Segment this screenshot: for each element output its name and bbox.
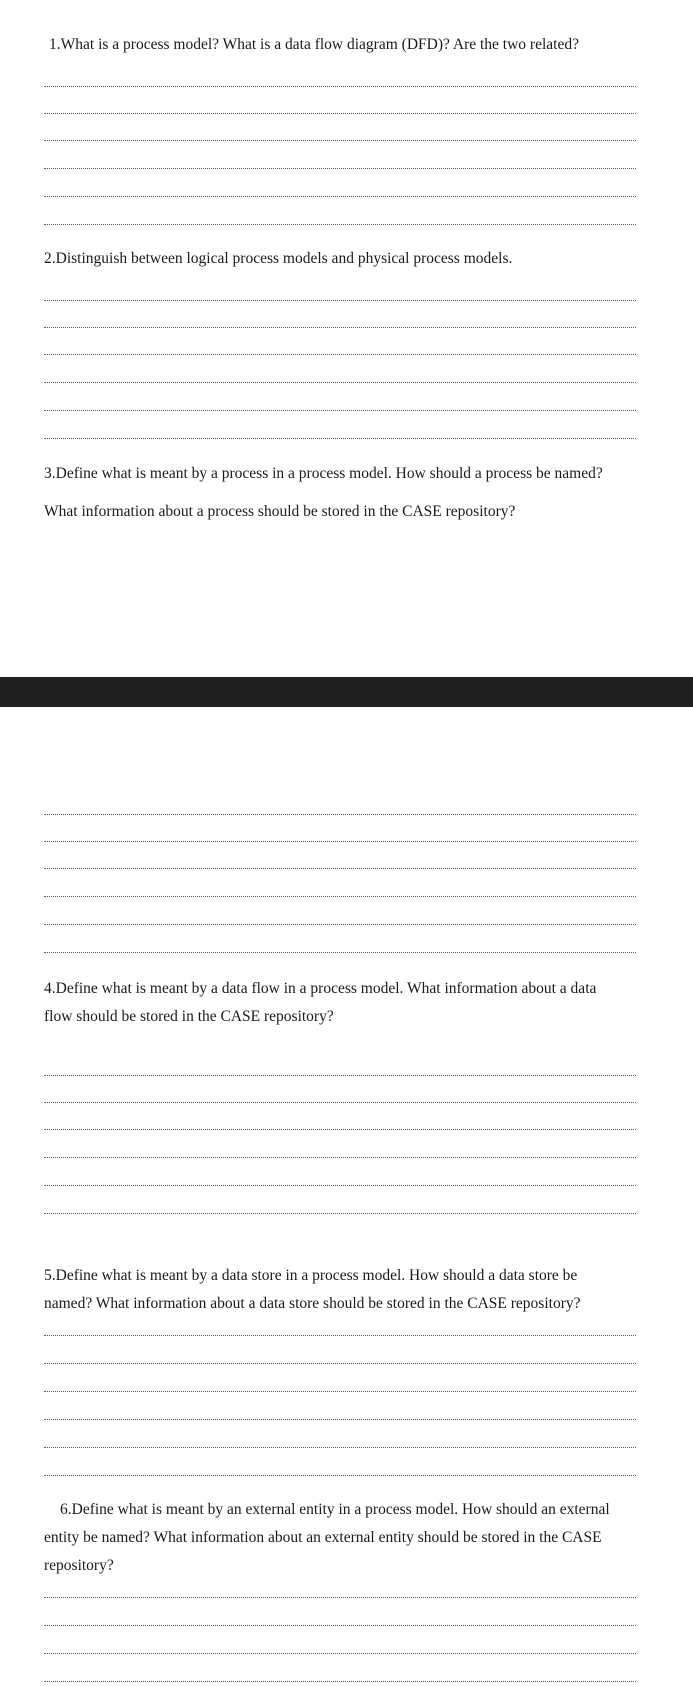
answer-line[interactable]: [44, 1419, 636, 1420]
question-2: 2.Distinguish between logical process models and physical process models.: [44, 250, 513, 267]
answer-line[interactable]: [44, 1075, 636, 1076]
answer-line[interactable]: [44, 1475, 636, 1476]
question-3-line-2: What information about a process should be stored in the CASE repository?: [44, 503, 516, 520]
answer-line[interactable]: [44, 168, 636, 169]
answer-line[interactable]: [44, 1625, 636, 1626]
answer-line[interactable]: [44, 1391, 636, 1392]
answer-line[interactable]: [44, 924, 636, 925]
answer-line[interactable]: [44, 1597, 636, 1598]
answer-line[interactable]: [44, 354, 636, 355]
question-4-line-2: flow should be stored in the CASE repository?: [44, 1008, 334, 1025]
answer-line[interactable]: [44, 382, 636, 383]
answer-line[interactable]: [44, 1363, 636, 1364]
answer-line[interactable]: [44, 814, 636, 815]
answer-line[interactable]: [44, 410, 636, 411]
answer-line[interactable]: [44, 224, 636, 225]
question-6-line-1: 6.Define what is meant by an external entity in a process model. How should an external: [60, 1501, 610, 1518]
answer-line[interactable]: [44, 952, 636, 953]
answer-line[interactable]: [44, 841, 636, 842]
answer-line[interactable]: [44, 140, 636, 141]
answer-line[interactable]: [44, 438, 636, 439]
answer-line[interactable]: [44, 1185, 636, 1186]
answer-line[interactable]: [44, 1653, 636, 1654]
answer-line[interactable]: [44, 300, 636, 301]
answer-line[interactable]: [44, 896, 636, 897]
answer-line[interactable]: [44, 327, 636, 328]
answer-line[interactable]: [44, 868, 636, 869]
page-break-band: [0, 677, 693, 707]
question-6-line-3: repository?: [44, 1557, 114, 1574]
answer-line[interactable]: [44, 1213, 636, 1214]
question-5-line-2: named? What information about a data store should be stored in the CASE repository?: [44, 1295, 581, 1312]
answer-line[interactable]: [44, 1681, 636, 1682]
question-5-line-1: 5.Define what is meant by a data store in a process model. How should a data store be: [44, 1267, 578, 1284]
answer-line[interactable]: [44, 113, 636, 114]
question-6-line-2: entity be named? What information about an external entity should be stored in the CASE: [44, 1529, 602, 1546]
answer-line[interactable]: [44, 1335, 636, 1336]
question-4-line-1: 4.Define what is meant by a data flow in a process model. What information about a data: [44, 980, 597, 997]
answer-line[interactable]: [44, 1129, 636, 1130]
answer-line[interactable]: [44, 1157, 636, 1158]
answer-line[interactable]: [44, 86, 636, 87]
answer-line[interactable]: [44, 1102, 636, 1103]
question-3-line-1: 3.Define what is meant by a process in a process model. How should a process be named?: [44, 465, 603, 482]
answer-line[interactable]: [44, 1447, 636, 1448]
question-1: 1.What is a process model? What is a data flow diagram (DFD)? Are the two related?: [49, 36, 579, 53]
answer-line[interactable]: [44, 196, 636, 197]
